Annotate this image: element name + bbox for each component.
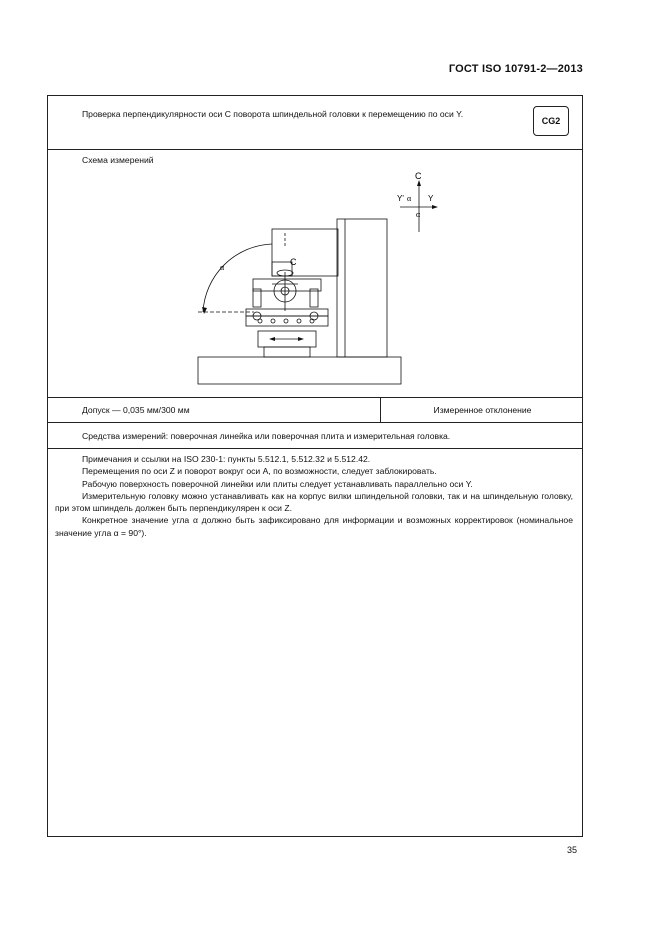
y-axis-arrow (432, 205, 438, 209)
note-paragraph: Конкретное значение угла α должно быть зафиксировано для информации и возможных корректировок (номинальное значение угла α = 90°). (55, 515, 573, 538)
measurement-diagram (48, 149, 584, 397)
check-title: Проверка перпендикулярности оси C поворота шпиндельной головки к перемещению по оси Y. (82, 109, 464, 119)
page-number: 35 (567, 845, 578, 855)
axis-indicator (400, 180, 438, 232)
scheme-label: Схема измерений (82, 155, 154, 165)
drawing-c-label: C (290, 257, 297, 267)
check-code-badge: CG2 (533, 106, 569, 136)
note-paragraph: Измерительную головку можно устанавливать как на корпус вилки шпиндельной головки, так и на шпиндельную головку, при этом шпиндель должен быть перпендикулярен к оси Z. (55, 490, 573, 514)
spindle-head-housing (272, 229, 338, 276)
machine-drawing (198, 219, 401, 384)
axis-alpha-top-label: α (407, 194, 412, 203)
note-paragraph: Примечания и ссылки на ISO 230-1: пункты 5.512.1, 5.512.32 и 5.512.42. (82, 454, 371, 464)
note-paragraph: Рабочую поверхность поверочной линейки или плиты следует устанавливать параллельно оси Y. (82, 478, 473, 489)
axis-y-label: Y (428, 194, 434, 203)
dial-indicator-left (253, 289, 261, 307)
axis-c-label: C (415, 171, 422, 181)
axis-alpha-bottom-label: α (416, 210, 421, 219)
check-table (47, 95, 583, 837)
document-header: ГОСТ ISO 10791-2—2013 (448, 63, 583, 75)
check-title-row (48, 96, 582, 150)
machine-base (198, 357, 401, 384)
dial-indicator-right (310, 289, 318, 307)
instruments-text: Средства измерений: поверочная линейка или поверочная плита и измерительная головка. (82, 431, 451, 441)
machine-column (337, 219, 387, 357)
notes-section (55, 453, 573, 539)
tolerance-value: Допуск — 0,035 мм/300 мм (82, 405, 190, 415)
instruments-row (48, 423, 582, 449)
drawing-alpha-label: α (220, 263, 225, 272)
alpha-arc (203, 244, 272, 312)
tolerance-row (48, 397, 582, 423)
measured-deviation-header: Измеренное отклонение (433, 405, 532, 415)
note-paragraph: Перемещения по оси Z и поворот вокруг оси A, по возможности, следует заблокировать. (82, 466, 437, 477)
axis-y-prime-label: Y' (397, 194, 404, 203)
